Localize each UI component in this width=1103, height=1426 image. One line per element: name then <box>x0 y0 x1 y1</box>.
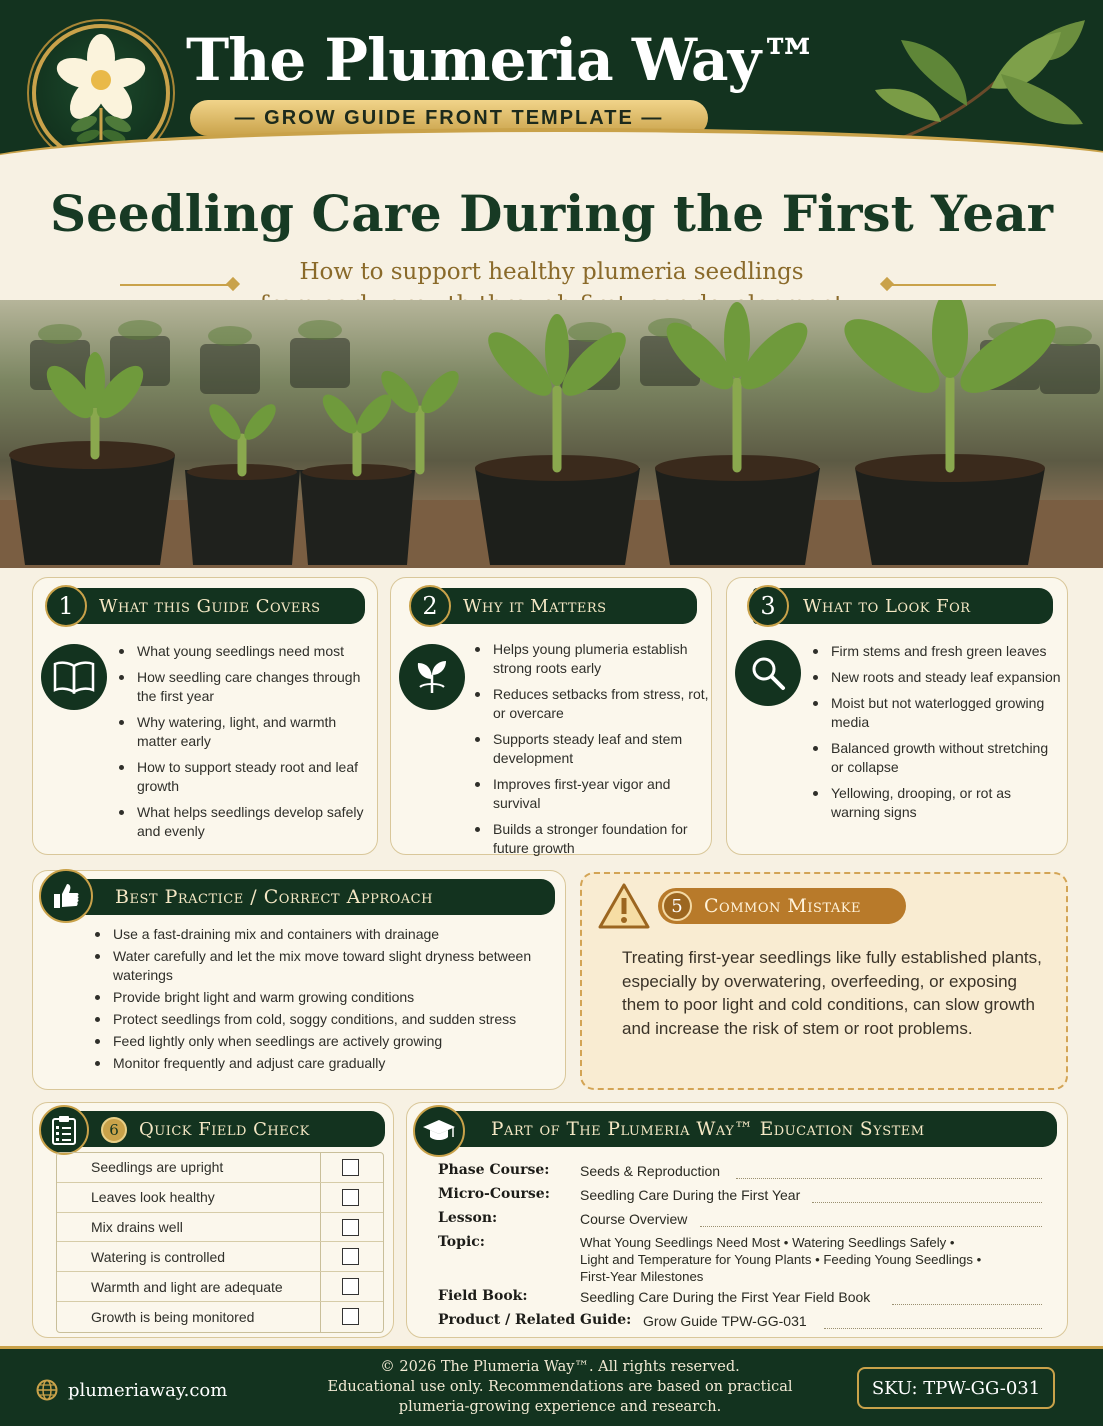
footer <box>0 1346 1103 1426</box>
thumbs-up-icon <box>39 869 93 923</box>
list-item: Water carefully and let the mix move toward slight dryness between waterings <box>93 947 553 985</box>
card-guide-covers-heading: What this Guide Covers <box>59 588 365 624</box>
why-matters-list <box>473 640 709 865</box>
header <box>0 0 1103 160</box>
lesson-value: Course Overview <box>580 1211 688 1227</box>
checkbox[interactable] <box>342 1278 359 1295</box>
common-mistake-heading: Common Mistake <box>658 888 906 924</box>
book-icon <box>41 644 107 710</box>
copyright-line-1: © 2026 The Plumeria Way™. All rights reserved. <box>380 1359 740 1375</box>
check-label: Watering is controlled <box>91 1248 226 1265</box>
topic-line-3: First-Year Milestones <box>580 1269 704 1284</box>
globe-icon <box>36 1379 58 1401</box>
list-item: Feed lightly only when seedlings are actively growing <box>93 1032 553 1051</box>
common-mistake-text: Treating first-year seedlings like fully established plants, especially by overwatering, overfeeding, or exposing them to poor light and cold conditions, can slow growth and increase the risk of stem or root problems. <box>622 948 1042 1038</box>
check-label: Growth is being monitored <box>91 1308 255 1325</box>
seedlings-photo <box>0 300 1103 568</box>
check-row <box>57 1242 383 1272</box>
list-item: Protect seedlings from cold, soggy conditions, and sudden stress <box>93 1010 553 1029</box>
list-item: Yellowing, drooping, or rot as warning signs <box>811 784 1061 822</box>
list-item: Moist but not waterlogged growing media <box>811 694 1061 732</box>
warning-icon <box>598 882 650 930</box>
sprout-icon <box>399 644 465 710</box>
check-label: Mix drains well <box>91 1218 183 1235</box>
check-row <box>57 1183 383 1213</box>
subtitle-line-1: How to support healthy plumeria seedlings <box>299 259 804 285</box>
product-label: Product / Related Guide: <box>438 1312 632 1328</box>
subtitle-rule-left <box>120 284 230 286</box>
best-practice-heading: Best Practice / Correct Approach <box>75 879 555 915</box>
section-number-1: 1 <box>45 585 87 627</box>
card-guide-covers <box>32 577 378 855</box>
list-item: How seedling care changes through the first year <box>117 668 369 706</box>
list-item: New roots and steady leaf expansion <box>811 668 1061 687</box>
list-item: Monitor frequently and adjust care gradually <box>93 1054 553 1073</box>
list-item: Why watering, light, and warmth matter early <box>117 713 369 751</box>
checkbox[interactable] <box>342 1159 359 1176</box>
check-label: Leaves look healthy <box>91 1189 215 1206</box>
card-why-matters-heading: Why it Matters <box>417 588 697 624</box>
check-row <box>57 1272 383 1302</box>
topic-label: Topic: <box>438 1234 485 1250</box>
card-best-practice <box>32 870 566 1090</box>
field-check-table <box>56 1152 384 1333</box>
list-item: Improves first-year vigor and survival <box>473 775 709 813</box>
graduation-cap-icon <box>413 1105 465 1157</box>
list-item: Firm stems and fresh green leaves <box>811 642 1061 661</box>
magnifier-icon <box>735 640 801 706</box>
list-item: Use a fast-draining mix and containers with drainage <box>93 925 553 944</box>
list-item: Reduces setbacks from stress, rot, or overcare <box>473 685 709 723</box>
education-heading: Part of The Plumeria Way™ Education System <box>447 1111 1057 1147</box>
card-look-for <box>726 577 1068 855</box>
check-row <box>57 1213 383 1243</box>
checkbox[interactable] <box>342 1308 359 1325</box>
copyright-notice <box>300 1357 820 1417</box>
topic-line-1: What Young Seedlings Need Most • Watering Seedlings Safely • <box>580 1235 955 1250</box>
clipboard-icon <box>39 1105 89 1155</box>
section-number-2: 2 <box>409 585 451 627</box>
field-book-value: Seedling Care During the First Year Field Book <box>580 1289 871 1305</box>
plumeria-leaves-icon <box>871 14 1091 154</box>
phase-course-value: Seeds & Reproduction <box>580 1163 721 1179</box>
template-banner: — GROW GUIDE FRONT TEMPLATE — <box>190 100 708 136</box>
section-number-5: 5 <box>662 891 692 921</box>
field-book-label: Field Book: <box>438 1288 528 1304</box>
topic-line-2: Light and Temperature for Young Plants • Feeding Young Seedlings • <box>580 1252 982 1267</box>
best-practice-list <box>93 925 553 1076</box>
list-item: Balanced growth without stretching or collapse <box>811 739 1061 777</box>
phase-course-label: Phase Course: <box>438 1162 550 1178</box>
card-look-for-heading: What to Look For <box>753 588 1053 624</box>
section-number-6: 6 <box>101 1117 127 1143</box>
list-item: What helps seedlings develop safely and evenly <box>117 803 369 841</box>
micro-course-label: Micro-Course: <box>438 1186 550 1202</box>
check-label: Seedlings are upright <box>91 1159 224 1176</box>
look-for-list <box>811 642 1061 829</box>
card-common-mistake <box>580 872 1068 1090</box>
checkbox[interactable] <box>342 1248 359 1265</box>
guide-covers-list <box>117 642 369 848</box>
page-title: Seedling Care During the First Year <box>50 184 1053 243</box>
list-item: Builds a stronger foundation for future growth <box>473 820 709 858</box>
copyright-line-2: Educational use only. Recommendations are based on practical <box>327 1379 793 1395</box>
list-item: Helps young plumeria establish strong roots early <box>473 640 709 678</box>
product-value: Grow Guide TPW-GG-031 <box>643 1313 807 1329</box>
check-label: Warmth and light are adequate <box>91 1278 283 1295</box>
check-row <box>57 1153 383 1183</box>
card-why-matters <box>390 577 712 855</box>
website-text: plumeriaway.com <box>68 1379 228 1401</box>
section-number-3: 3 <box>747 585 789 627</box>
website-link[interactable] <box>36 1379 227 1401</box>
seedling-pots-illustration <box>0 300 1103 568</box>
check-row <box>57 1302 383 1332</box>
checkbox[interactable] <box>342 1189 359 1206</box>
list-item: Supports steady leaf and stem development <box>473 730 709 768</box>
subtitle-rule-right <box>886 284 996 286</box>
brand-title: The Plumeria Way™ <box>186 26 818 94</box>
sku-badge: SKU: TPW-GG-031 <box>857 1367 1055 1409</box>
micro-course-value: Seedling Care During the First Year <box>580 1187 801 1203</box>
list-item: How to support steady root and leaf growth <box>117 758 369 796</box>
list-item: Provide bright light and warm growing conditions <box>93 988 553 1007</box>
lesson-label: Lesson: <box>438 1210 498 1226</box>
checkbox[interactable] <box>342 1219 359 1236</box>
copyright-line-3: plumeria-growing experience and research. <box>398 1399 722 1415</box>
list-item: What young seedlings need most <box>117 642 369 661</box>
field-check-heading: Quick Field Check <box>73 1111 385 1147</box>
